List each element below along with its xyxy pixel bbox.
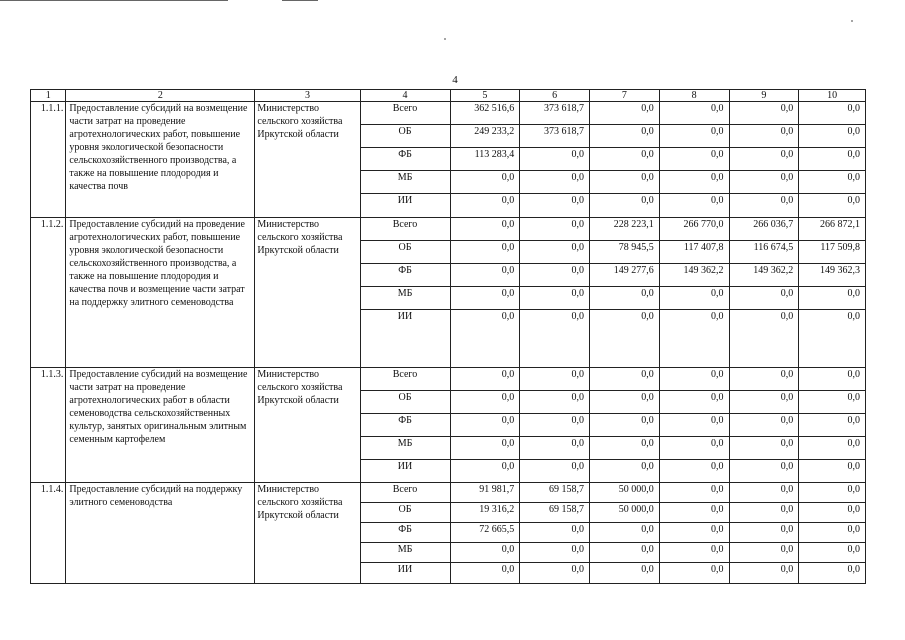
funding-value: 0,0 bbox=[520, 437, 590, 460]
funding-value: 0,0 bbox=[590, 414, 660, 437]
funding-value: 0,0 bbox=[799, 148, 866, 171]
funding-value: 0,0 bbox=[729, 563, 799, 584]
activity-description: Предоставление субсидий на возмещение части затрат на проведение агротехнологических работ в области семеноводства сельскохозяйственных культур, занятых оригинальным элитным семенным картофелем bbox=[66, 368, 255, 483]
funding-value: 0,0 bbox=[520, 310, 590, 368]
funding-value: 266 872,1 bbox=[799, 218, 866, 241]
responsible-organization: Министерство сельского хозяйства Иркутской области bbox=[255, 368, 360, 483]
funding-value: 50 000,0 bbox=[590, 503, 660, 523]
funding-source: ИИ bbox=[360, 194, 450, 218]
scan-speck bbox=[851, 20, 853, 22]
scan-artifact-line bbox=[282, 0, 318, 1]
responsible-organization: Министерство сельского хозяйства Иркутской области bbox=[255, 483, 360, 584]
funding-value: 0,0 bbox=[659, 414, 729, 437]
funding-value: 0,0 bbox=[520, 171, 590, 194]
funding-value: 0,0 bbox=[799, 391, 866, 414]
funding-value: 0,0 bbox=[450, 460, 520, 483]
funding-value: 0,0 bbox=[590, 460, 660, 483]
funding-value: 0,0 bbox=[729, 483, 799, 503]
funding-value: 117 509,8 bbox=[799, 241, 866, 264]
funding-value: 0,0 bbox=[520, 460, 590, 483]
funding-value: 0,0 bbox=[590, 391, 660, 414]
funding-source: ОБ bbox=[360, 125, 450, 148]
funding-value: 69 158,7 bbox=[520, 503, 590, 523]
funding-source: МБ bbox=[360, 437, 450, 460]
funding-value: 0,0 bbox=[659, 483, 729, 503]
column-number: 3 bbox=[255, 90, 360, 102]
row-code: 1.1.3. bbox=[31, 368, 66, 483]
column-number: 5 bbox=[450, 90, 520, 102]
funding-value: 228 223,1 bbox=[590, 218, 660, 241]
funding-value: 0,0 bbox=[590, 563, 660, 584]
funding-value: 0,0 bbox=[450, 194, 520, 218]
funding-source: МБ bbox=[360, 287, 450, 310]
funding-value: 0,0 bbox=[729, 543, 799, 563]
funding-value: 149 362,2 bbox=[729, 264, 799, 287]
funding-source: ОБ bbox=[360, 503, 450, 523]
funding-value: 0,0 bbox=[520, 148, 590, 171]
funding-value: 0,0 bbox=[729, 287, 799, 310]
funding-value: 0,0 bbox=[520, 391, 590, 414]
funding-value: 0,0 bbox=[659, 460, 729, 483]
funding-value: 266 770,0 bbox=[659, 218, 729, 241]
funding-value: 78 945,5 bbox=[590, 241, 660, 264]
column-number: 10 bbox=[799, 90, 866, 102]
funding-value: 0,0 bbox=[450, 543, 520, 563]
funding-value: 0,0 bbox=[659, 368, 729, 391]
funding-value: 0,0 bbox=[520, 368, 590, 391]
funding-value: 0,0 bbox=[659, 391, 729, 414]
funding-value: 113 283,4 bbox=[450, 148, 520, 171]
funding-value: 0,0 bbox=[520, 523, 590, 543]
funding-value: 0,0 bbox=[590, 125, 660, 148]
funding-value: 0,0 bbox=[729, 171, 799, 194]
funding-source: ИИ bbox=[360, 460, 450, 483]
column-number: 2 bbox=[66, 90, 255, 102]
funding-value: 0,0 bbox=[450, 368, 520, 391]
funding-value: 0,0 bbox=[799, 102, 866, 125]
funding-value: 0,0 bbox=[729, 310, 799, 368]
funding-value: 116 674,5 bbox=[729, 241, 799, 264]
funding-value: 0,0 bbox=[729, 523, 799, 543]
funding-value: 0,0 bbox=[659, 437, 729, 460]
row-code: 1.1.1. bbox=[31, 102, 66, 218]
funding-value: 0,0 bbox=[590, 287, 660, 310]
funding-value: 0,0 bbox=[590, 310, 660, 368]
funding-value: 373 618,7 bbox=[520, 102, 590, 125]
funding-value: 0,0 bbox=[799, 414, 866, 437]
funding-value: 0,0 bbox=[799, 437, 866, 460]
funding-value: 0,0 bbox=[520, 264, 590, 287]
funding-value: 149 362,3 bbox=[799, 264, 866, 287]
funding-value: 0,0 bbox=[590, 148, 660, 171]
funding-value: 0,0 bbox=[659, 194, 729, 218]
row-code: 1.1.4. bbox=[31, 483, 66, 584]
funding-source: ФБ bbox=[360, 414, 450, 437]
funding-value: 0,0 bbox=[659, 102, 729, 125]
funding-value: 91 981,7 bbox=[450, 483, 520, 503]
funding-value: 149 362,2 bbox=[659, 264, 729, 287]
funding-value: 0,0 bbox=[799, 287, 866, 310]
funding-value: 0,0 bbox=[729, 503, 799, 523]
funding-value: 0,0 bbox=[520, 287, 590, 310]
funding-value: 0,0 bbox=[590, 523, 660, 543]
funding-value: 0,0 bbox=[729, 102, 799, 125]
funding-source: Всего bbox=[360, 368, 450, 391]
funding-value: 0,0 bbox=[450, 264, 520, 287]
funding-value: 0,0 bbox=[450, 171, 520, 194]
row-code: 1.1.2. bbox=[31, 218, 66, 368]
table-row bbox=[31, 218, 866, 241]
funding-value: 0,0 bbox=[799, 368, 866, 391]
funding-source: ФБ bbox=[360, 523, 450, 543]
funding-value: 0,0 bbox=[450, 391, 520, 414]
funding-value: 0,0 bbox=[590, 102, 660, 125]
funding-value: 249 233,2 bbox=[450, 125, 520, 148]
funding-value: 0,0 bbox=[729, 148, 799, 171]
funding-value: 0,0 bbox=[799, 483, 866, 503]
funding-value: 0,0 bbox=[659, 523, 729, 543]
funding-value: 0,0 bbox=[659, 503, 729, 523]
funding-source: Всего bbox=[360, 483, 450, 503]
funding-value: 50 000,0 bbox=[590, 483, 660, 503]
funding-value: 0,0 bbox=[659, 148, 729, 171]
funding-value: 0,0 bbox=[450, 241, 520, 264]
table-row bbox=[31, 368, 866, 391]
funding-value: 362 516,6 bbox=[450, 102, 520, 125]
funding-value: 0,0 bbox=[799, 543, 866, 563]
funding-source: Всего bbox=[360, 102, 450, 125]
column-number: 6 bbox=[520, 90, 590, 102]
page-number: 4 bbox=[452, 74, 458, 86]
scan-speck bbox=[444, 38, 446, 40]
funding-value: 0,0 bbox=[659, 125, 729, 148]
column-number: 7 bbox=[590, 90, 660, 102]
funding-source: МБ bbox=[360, 171, 450, 194]
funding-value: 0,0 bbox=[450, 287, 520, 310]
column-number: 1 bbox=[31, 90, 66, 102]
funding-value: 69 158,7 bbox=[520, 483, 590, 503]
funding-value: 0,0 bbox=[659, 543, 729, 563]
funding-value: 373 618,7 bbox=[520, 125, 590, 148]
activity-description: Предоставление субсидий на возмещение части затрат на проведение агротехнологических работ, повышение уровня экологической безопасности сельскохозяйственного производства, а также на повышение плодородия и качества почв bbox=[66, 102, 255, 218]
funding-value: 0,0 bbox=[520, 563, 590, 584]
funding-source: МБ bbox=[360, 543, 450, 563]
funding-value: 0,0 bbox=[590, 171, 660, 194]
funding-value: 117 407,8 bbox=[659, 241, 729, 264]
funding-value: 0,0 bbox=[799, 310, 866, 368]
funding-value: 0,0 bbox=[729, 460, 799, 483]
funding-value: 0,0 bbox=[450, 310, 520, 368]
funding-value: 72 665,5 bbox=[450, 523, 520, 543]
responsible-organization: Министерство сельского хозяйства Иркутской области bbox=[255, 218, 360, 368]
funding-value: 0,0 bbox=[659, 310, 729, 368]
table-row bbox=[31, 483, 866, 503]
funding-value: 0,0 bbox=[590, 437, 660, 460]
funding-value: 0,0 bbox=[450, 414, 520, 437]
column-number-row bbox=[31, 90, 866, 102]
funding-value: 0,0 bbox=[729, 414, 799, 437]
funding-source: ОБ bbox=[360, 391, 450, 414]
funding-source: ИИ bbox=[360, 563, 450, 584]
funding-value: 0,0 bbox=[659, 171, 729, 194]
funding-value: 0,0 bbox=[799, 460, 866, 483]
funding-value: 0,0 bbox=[520, 414, 590, 437]
funding-value: 0,0 bbox=[799, 523, 866, 543]
funding-source: ФБ bbox=[360, 264, 450, 287]
activity-description: Предоставление субсидий на проведение агротехнологических работ, повышение уровня экологической безопасности сельскохозяйственного производства, а также на повышение плодородия и качества почв и возмещение части затрат на поддержку элитного семеноводства bbox=[66, 218, 255, 368]
responsible-organization: Министерство сельского хозяйства Иркутской области bbox=[255, 102, 360, 218]
funding-value: 0,0 bbox=[729, 125, 799, 148]
funding-value: 0,0 bbox=[729, 391, 799, 414]
funding-value: 0,0 bbox=[520, 194, 590, 218]
activity-description: Предоставление субсидий на поддержку элитного семеноводства bbox=[66, 483, 255, 584]
funding-source: ИИ bbox=[360, 310, 450, 368]
funding-value: 149 277,6 bbox=[590, 264, 660, 287]
funding-value: 0,0 bbox=[799, 194, 866, 218]
funding-value: 0,0 bbox=[590, 368, 660, 391]
funding-value: 266 036,7 bbox=[729, 218, 799, 241]
column-number: 8 bbox=[659, 90, 729, 102]
funding-value: 0,0 bbox=[729, 194, 799, 218]
funding-value: 0,0 bbox=[799, 171, 866, 194]
funding-value: 0,0 bbox=[799, 563, 866, 584]
funding-value: 0,0 bbox=[799, 503, 866, 523]
funding-source: ОБ bbox=[360, 241, 450, 264]
funding-value: 0,0 bbox=[450, 563, 520, 584]
funding-value: 0,0 bbox=[659, 287, 729, 310]
table-row bbox=[31, 102, 866, 125]
funding-value: 19 316,2 bbox=[450, 503, 520, 523]
funding-value: 0,0 bbox=[590, 543, 660, 563]
funding-value: 0,0 bbox=[520, 543, 590, 563]
funding-value: 0,0 bbox=[520, 218, 590, 241]
column-number: 4 bbox=[360, 90, 450, 102]
scan-artifact-line bbox=[0, 0, 228, 1]
funding-value: 0,0 bbox=[450, 437, 520, 460]
funding-value: 0,0 bbox=[799, 125, 866, 148]
column-number: 9 bbox=[729, 90, 799, 102]
funding-source: ФБ bbox=[360, 148, 450, 171]
budget-table bbox=[30, 89, 866, 584]
funding-value: 0,0 bbox=[729, 368, 799, 391]
funding-value: 0,0 bbox=[659, 563, 729, 584]
funding-value: 0,0 bbox=[450, 218, 520, 241]
funding-value: 0,0 bbox=[729, 437, 799, 460]
funding-value: 0,0 bbox=[520, 241, 590, 264]
funding-source: Всего bbox=[360, 218, 450, 241]
funding-value: 0,0 bbox=[590, 194, 660, 218]
